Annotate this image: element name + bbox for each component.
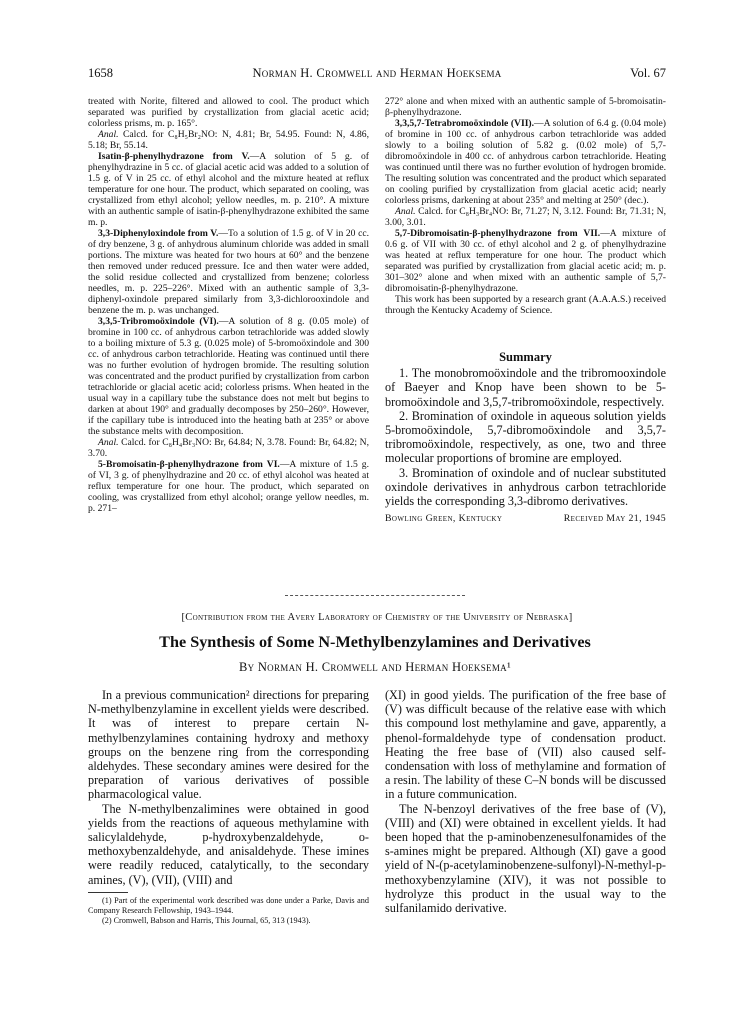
footnote-rule <box>88 892 128 893</box>
article-divider <box>285 595 465 596</box>
article-left-column <box>88 688 369 926</box>
received-date: Received May 21, 1945 <box>563 513 666 525</box>
procedure-text: —A solution of 6.4 g. (0.04 mole) of bromine in 100 cc. of anhydrous carbon tetrachloride was added slowly to a boiling solution of 5.82 g. (0.02 mole) of 5,7-dibromoöxindole in 400 cc. of anhydrous carbon tetrachloride. Heating was continued until there was no further evolution of hydrogen bromide. The resulting solution was concentrated and the product which separated on cooling purified by crystallization from glacial acetic acid; nearly colorless prisms, darkening at about 235° and melting at 250° (dec.). <box>385 118 666 206</box>
procedure-heading: 5,7-Dibromoisatin-β-phenylhydrazone from VII. <box>395 228 601 239</box>
contribution-line: [Contribution from the Avery Laboratory of Chemistry of the University of Nebraska] <box>181 612 573 623</box>
signature-line <box>385 512 666 526</box>
article-right-column <box>385 688 666 915</box>
procedure-paragraph <box>88 151 369 228</box>
running-head <box>88 66 666 84</box>
article-byline: By Norman H. Cromwell and Herman Hoeksema¹ <box>238 660 511 674</box>
summary-item: 3. Bromination of oxindole and of nuclear substituted oxindole derivatives in anhydrous carbon tetrachloride yields the corresponding 3,3-dibromo derivatives. <box>385 465 666 509</box>
body-paragraph: The N-methylbenzalimines were obtained in good yields from the reactions of aqueous methylamine with salicylaldehyde, p-hydroxybenzaldehyde, o-methoxybenzaldehyde, and anisaldehyde. These imines were readily reduced, catalytically, to the secondary amines, (V), (VII), (VIII) and <box>88 801 369 887</box>
procedure-paragraph <box>385 228 666 294</box>
summary-item: 2. Bromination of oxindole in aqueous solution yields 5-bromoöxindole, 5,7-dibromoöxindole and 3,5,7-tribromoöxindole, respectively, as one, two and three molecular proportions of bromine are employed. <box>385 408 666 466</box>
article-title: The Synthesis of Some N-Methylbenzylamines and Derivatives <box>159 633 591 651</box>
procedure-text: —A mixture of 0.6 g. of VII with 30 cc. of ethyl alcohol and 2 g. of phenylhydrazine was heated at reflux temperature for one hour. The product which separated was purified by crystallization from glacial acetic acid; m. p. 301–302° alone and when mixed with an authentic sample of 5,7-dibromoisatin-β-phenylhydrazone. <box>385 228 666 294</box>
procedure-paragraph <box>88 228 369 316</box>
procedure-heading: 5-Bromoisatin-β-phenylhydrazone from VI. <box>98 459 280 470</box>
procedure-heading: Isatin-β-phenylhydrazone from V. <box>98 151 250 162</box>
procedure-paragraph <box>88 459 369 514</box>
procedure-text: —A mixture of 1.5 g. of VI, 3 g. of phenylhydrazine and 20 cc. of ethyl alcohol was heated at reflux temperature for one hour. The product, which separated on cooling, was crystallized from ethyl alcohol; orange yellow needles, m. p. 271– <box>88 459 369 514</box>
body-paragraph: The N-benzoyl derivatives of the free base of (V), (VIII) and (XI) were obtained in excellent yields. It had been hoped that the p-aminobenzenesulfonamides of the s-amines might be prepared. Although (XI) gave a good yield of N-(p-acetylaminobenzene-sulfonyl)-N-methyl-p-methoxybenzylamine (XIV), it was not possible to hydrolyze this product in the usual way to the sulfanilamido derivative. <box>385 801 666 916</box>
analysis-text: Calcd. for C₈H₃Br₄NO: Br, 71.27; N, 3.12. Found: Br, 71.31; N, 3.00, 3.01. <box>385 206 666 228</box>
analysis-text: Calcd. for C₈H₅Br₂NO: N, 4.81; Br, 54.95. Found: N, 4.86, 5.18; Br, 55.14. <box>88 129 369 151</box>
procedure-paragraph <box>385 118 666 206</box>
summary-item: 1. The monobromoöxindole and the tribromooxindole of Baeyer and Knop have been shown to be 5-bromoöxindole and 3,5,7-tribromoöxindole, respectively. <box>385 366 666 409</box>
analysis-paragraph <box>88 129 369 151</box>
acknowledgment: This work has been supported by a research grant (A.A.A.S.) received through the Kentucky Academy of Science. <box>385 294 666 316</box>
footnote: (1) Part of the experimental work described was done under a Parke, Davis and Company Research Fellowship, 1943–1944. <box>88 895 369 915</box>
place-label: Bowling Green, Kentucky <box>385 513 503 525</box>
analysis-paragraph <box>385 206 666 228</box>
analysis-label: Anal. <box>395 206 416 217</box>
procedure-paragraph <box>88 316 369 437</box>
analysis-label: Anal. <box>98 129 119 140</box>
footnote: (2) Cromwell, Babson and Harris, This Journal, 65, 313 (1943). <box>102 915 311 925</box>
paragraph: treated with Norite, filtered and allowed to cool. The product which separated was purified by crystallization from glacial acetic acid; colorless prisms, m. p. 165°. <box>88 96 369 129</box>
procedure-heading: 3,3-Diphenyloxindole from V. <box>98 228 219 239</box>
body-paragraph: (XI) in good yields. The purification of the free base of (V) was difficult because of the relative ease with which this compound lost methylamine and gave, apparently, a phenol-formaldehyde type of condensation product. Heating the free base of (VII) also caused self-condensation with loss of methylamine and formation of a resin. The lability of these C–N bonds will be discussed in a future communication. <box>385 688 666 802</box>
experimental-left-column <box>88 96 369 514</box>
summary-section <box>385 344 666 526</box>
volume-label: Vol. 67 <box>630 66 666 80</box>
body-paragraph: In a previous communication² directions for preparing N-methylbenzylamine in excellent yields were described. It was of interest to prepare certain N-methylbenzylamines containing hydroxy and methoxy groups on the benzene ring from the corresponding aldehydes. These secondary amines were desired for the preparation of various derivatives of possible pharmacological value. <box>88 688 369 802</box>
page-number: 1658 <box>88 66 113 80</box>
analysis-label: Anal. <box>98 437 119 448</box>
running-head-authors: Norman H. Cromwell and Herman Hoeksema <box>252 66 502 80</box>
procedure-text: —To a solution of 1.5 g. of V in 20 cc. of dry benzene, 3 g. of anhydrous aluminum chloride was added in small portions. The mixture was heated for two hours at 60° and the benzene then removed under reduced pressure. Ice and then water were added, the solid residue collected and crystallized from benzene; colorless needles, m. p. 225–226°. Mixed with an authentic sample of 3,3-diphenyl-oxindole prepared similarly from 3,3-dichlorooxindole and benzene the m. p. was unchanged. <box>88 228 369 316</box>
paragraph: 272° alone and when mixed with an authentic sample of 5-bromoisatin-β-phenylhydrazone. <box>385 96 666 118</box>
analysis-text: Calcd. for C₈H₄Br₃NO: Br, 64.84; N, 3.78. Found: Br, 64.82; N, 3.70. <box>88 437 369 459</box>
procedure-text: —A solution of 5 g. of phenylhydrazine in 5 cc. of glacial acetic acid was added to a solution of 1.5 g. of V in 25 cc. of ethyl alcohol and the mixture heated at reflux temperature for one hour. The product, which separated on cooling, was crystallized from ethyl alcohol; yellow needles, m. p. 210°. A mixture with an authentic sample of isatin-β-phenylhydrazone exhibited the same m. p. <box>88 151 369 228</box>
summary-heading: Summary <box>499 350 552 364</box>
procedure-text: —A solution of 8 g. (0.05 mole) of bromine in 100 cc. of anhydrous carbon tetrachloride was added slowly to a boiling mixture of 5.3 g. (0.025 mole) of 5-bromoöxindole and 300 cc. of anhydrous carbon tetrachloride. Heating was continued until there was no further evolution of hydrogen bromide. The resulting solution was concentrated and the product purified by crystallization from carbon tetrachloride or glacial acetic acid; colorless prisms. When heated in the usual way in a capillary tube the substance does not melt but begins to darken at about 190° and gradually decomposes by 250–260°. However, if the capillary tube is introduced into the heating bath at 235° or above the substance melts with decomposition. <box>88 316 369 437</box>
analysis-paragraph <box>88 437 369 459</box>
experimental-right-column <box>385 96 666 316</box>
procedure-heading: 3,3,5,7-Tetrabromoöxindole (VII). <box>395 118 535 129</box>
procedure-heading: 3,3,5-Tribromoöxindole (VI). <box>98 316 219 327</box>
